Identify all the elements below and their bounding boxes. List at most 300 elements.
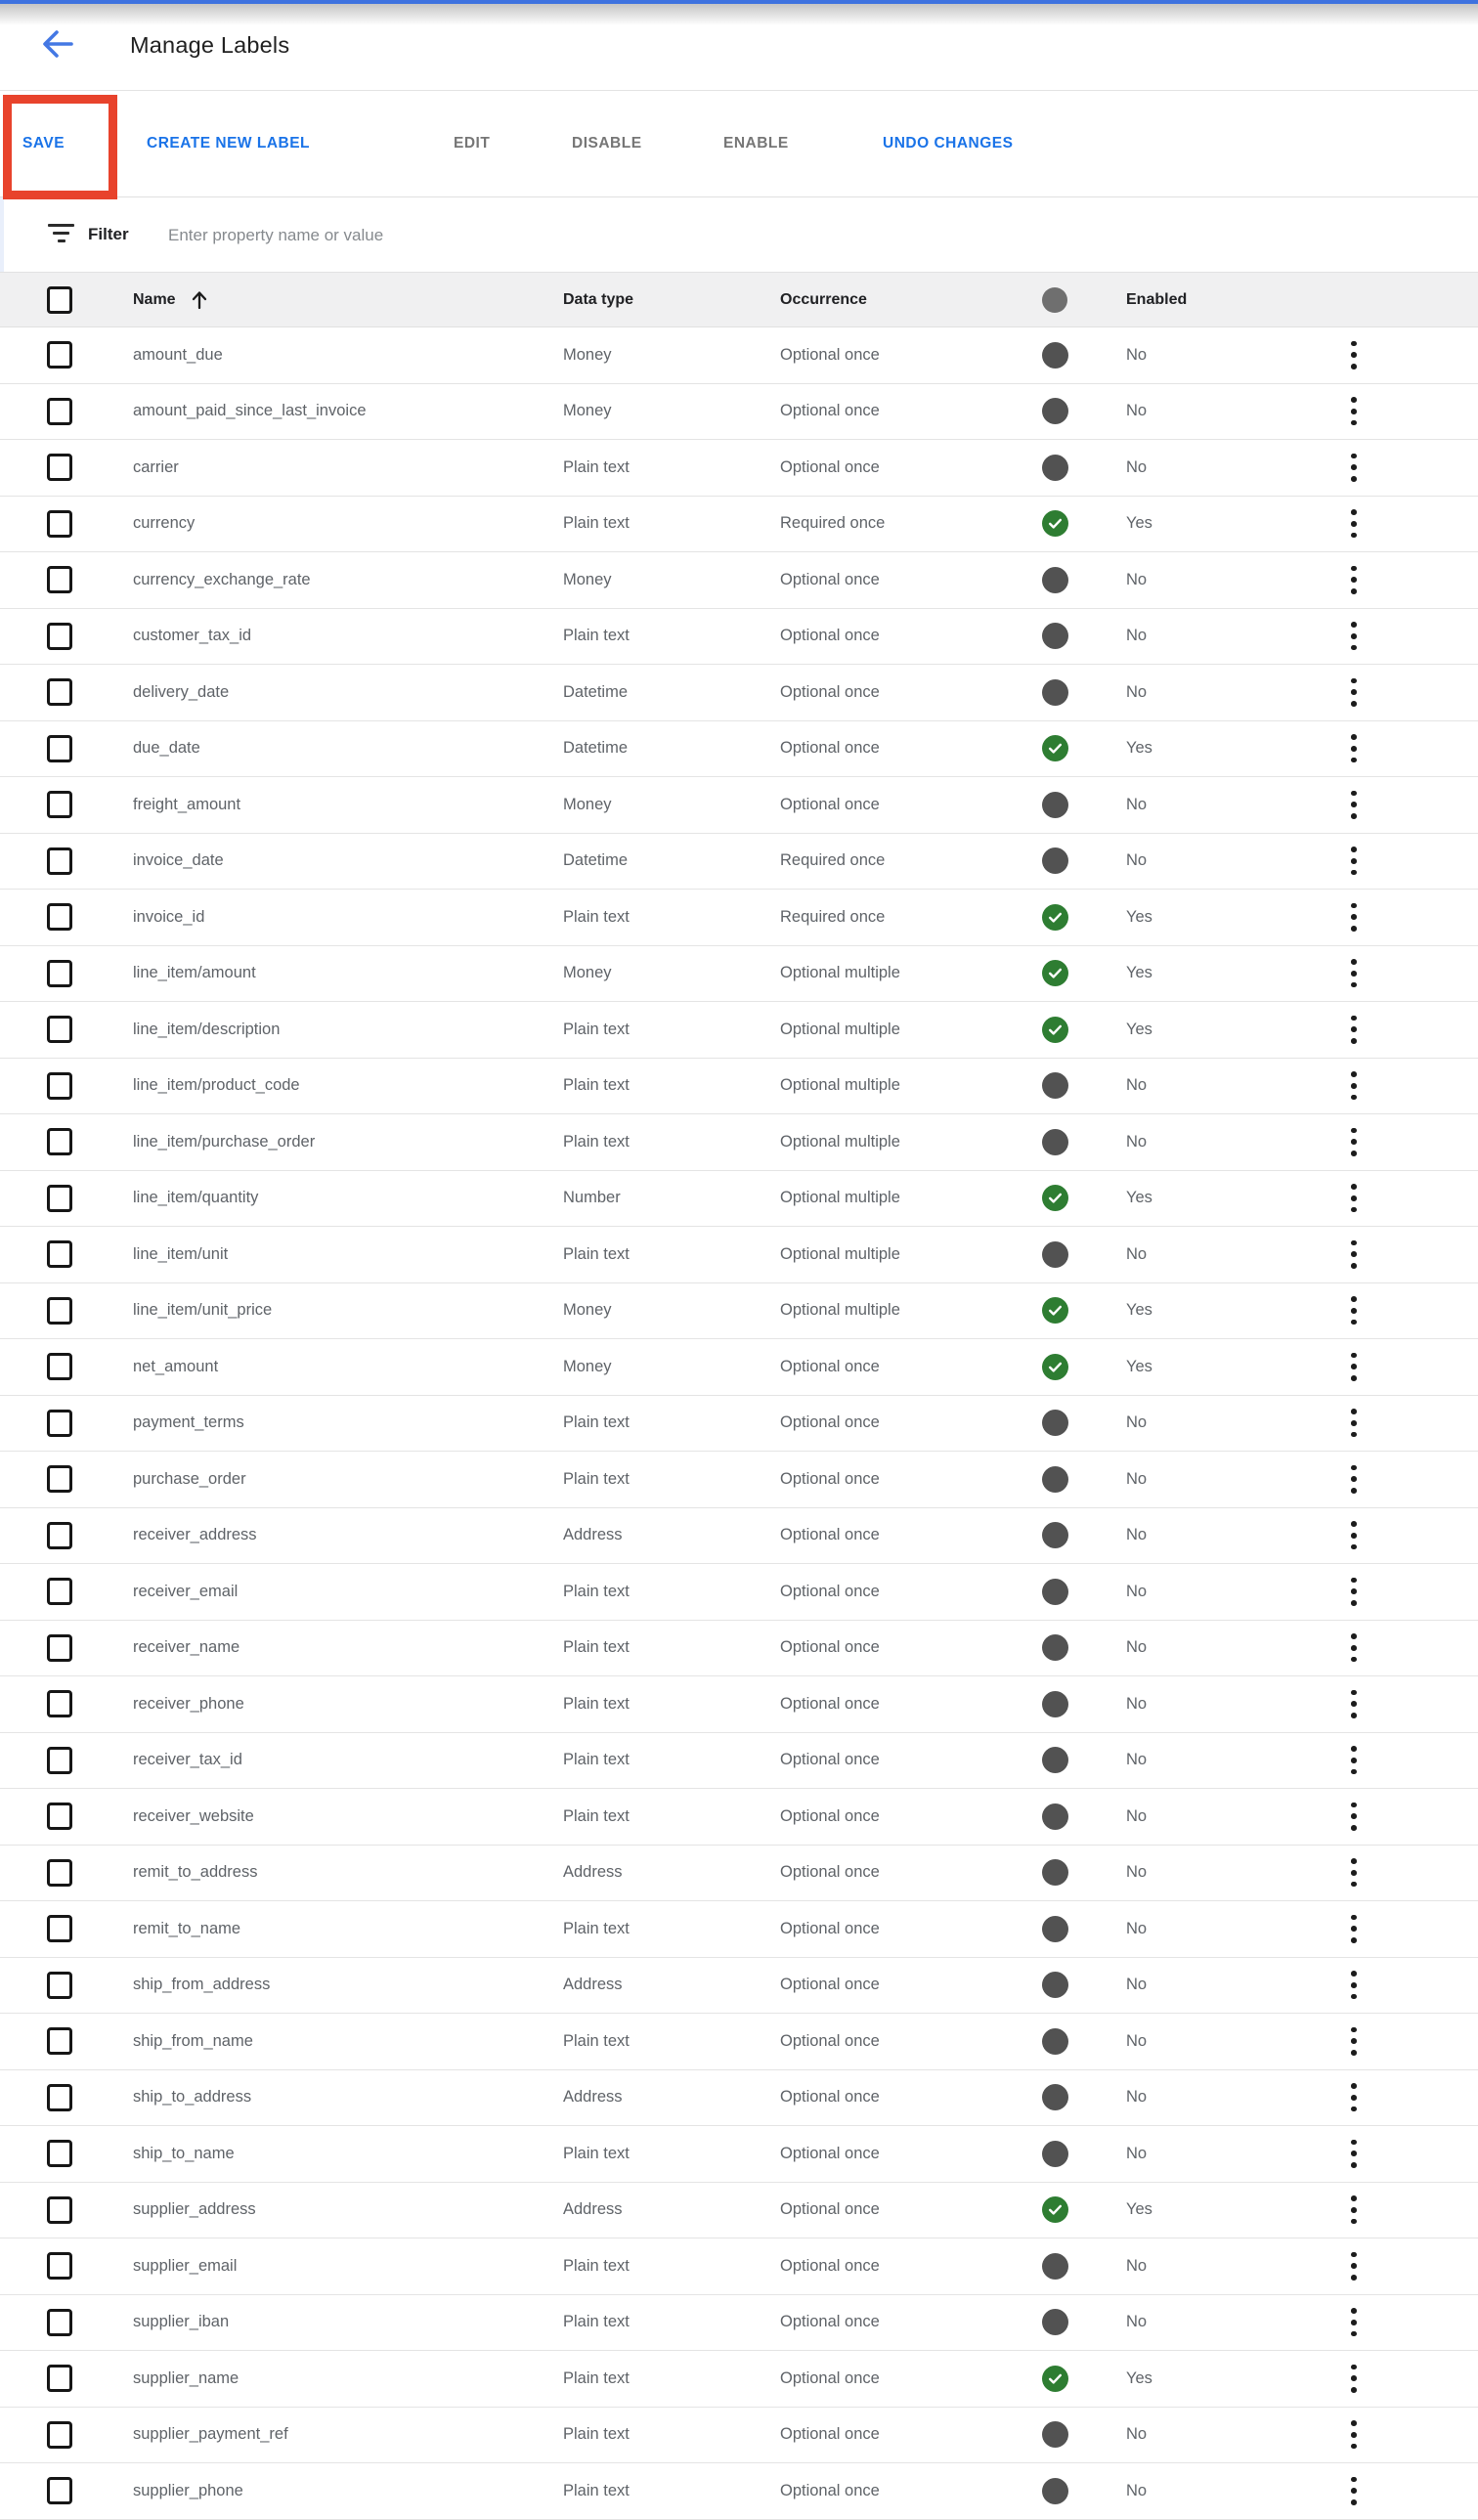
- row-checkbox-cell: [47, 834, 72, 890]
- label-status-cell: [1042, 1283, 1068, 1339]
- row-checkbox-cell: [47, 440, 72, 496]
- row-menu-cell: [1341, 1396, 1367, 1452]
- label-data-type: Plain text: [563, 1638, 630, 1657]
- row-checkbox[interactable]: [47, 510, 72, 538]
- row-checkbox[interactable]: [47, 1185, 72, 1212]
- row-checkbox[interactable]: [47, 735, 72, 762]
- select-all-checkbox[interactable]: [47, 286, 72, 314]
- row-overflow-menu-button[interactable]: [1341, 2246, 1367, 2285]
- label-occurrence: Optional multiple: [780, 1020, 900, 1038]
- label-status-cell: [1042, 384, 1068, 440]
- label-data-type: Plain text: [563, 457, 630, 476]
- row-checkbox[interactable]: [47, 960, 72, 987]
- table-row: [0, 834, 1478, 891]
- label-occurrence: Optional once: [780, 2368, 880, 2387]
- label-data-type: Plain text: [563, 1694, 630, 1713]
- row-checkbox[interactable]: [47, 566, 72, 593]
- label-status-cell: [1042, 1846, 1068, 1901]
- row-checkbox[interactable]: [47, 1410, 72, 1437]
- row-checkbox[interactable]: [47, 2027, 72, 2055]
- row-overflow-menu-button[interactable]: [1341, 1235, 1367, 1274]
- label-occurrence: Optional once: [780, 1694, 880, 1713]
- disabled-circle-icon: [1042, 1691, 1068, 1717]
- row-checkbox[interactable]: [47, 1353, 72, 1380]
- row-menu-cell: [1341, 440, 1367, 496]
- row-overflow-menu-button[interactable]: [1341, 448, 1367, 487]
- label-occurrence: Optional multiple: [780, 1132, 900, 1151]
- row-checkbox[interactable]: [47, 1915, 72, 1942]
- label-status-cell: [1042, 1676, 1068, 1732]
- label-enabled-value: Yes: [1126, 1189, 1152, 1207]
- label-occurrence: Optional once: [780, 1806, 880, 1825]
- row-menu-cell: [1341, 2295, 1367, 2351]
- label-enabled-value: Yes: [1126, 907, 1152, 926]
- table-row: [0, 1564, 1478, 1621]
- label-enabled-value: No: [1126, 2144, 1148, 2162]
- row-checkbox[interactable]: [47, 678, 72, 706]
- label-status-cell: [1042, 2408, 1068, 2463]
- row-overflow-menu-button[interactable]: [1341, 785, 1367, 824]
- table-row: [0, 2238, 1478, 2295]
- label-occurrence: Required once: [780, 907, 886, 926]
- label-enabled-value: No: [1126, 1638, 1148, 1657]
- row-checkbox-cell: [47, 609, 72, 665]
- label-data-type: Money: [563, 345, 612, 364]
- row-checkbox[interactable]: [47, 1747, 72, 1774]
- row-overflow-menu-button[interactable]: [1341, 1347, 1367, 1386]
- column-header-data-type[interactable]: Data type: [563, 290, 634, 308]
- label-status-cell: [1042, 834, 1068, 890]
- row-checkbox[interactable]: [47, 2084, 72, 2111]
- disabled-circle-icon: [1042, 1972, 1068, 1998]
- row-checkbox[interactable]: [47, 454, 72, 481]
- table-row: [0, 1059, 1478, 1115]
- row-checkbox[interactable]: [47, 2365, 72, 2392]
- label-enabled-value: Yes: [1126, 739, 1152, 758]
- disabled-circle-icon: [1042, 2421, 1068, 2448]
- label-enabled-value: Yes: [1126, 514, 1152, 533]
- label-enabled-value: Yes: [1126, 1301, 1152, 1320]
- label-name: supplier_name: [133, 2368, 239, 2387]
- table-row: [0, 1114, 1478, 1171]
- disabled-circle-icon: [1042, 2084, 1068, 2110]
- label-rows: [0, 327, 1478, 2520]
- disable-button[interactable]: DISABLE: [572, 135, 642, 152]
- table-row: [0, 890, 1478, 946]
- enable-button[interactable]: ENABLE: [723, 135, 789, 152]
- page-title: Manage Labels: [130, 32, 290, 58]
- disabled-circle-icon: [1042, 1466, 1068, 1493]
- disabled-circle-icon: [1042, 2141, 1068, 2167]
- row-overflow-menu-button[interactable]: [1341, 1853, 1367, 1892]
- row-checkbox-cell: [47, 890, 72, 945]
- row-checkbox-cell: [47, 2238, 72, 2294]
- label-status-cell: [1042, 2463, 1068, 2519]
- filter-input[interactable]: [166, 215, 1050, 256]
- back-button[interactable]: [41, 28, 74, 60]
- row-checkbox-cell: [47, 1452, 72, 1507]
- label-data-type: Plain text: [563, 1469, 630, 1488]
- row-overflow-menu-button[interactable]: [1341, 1684, 1367, 1723]
- row-checkbox-cell: [47, 1339, 72, 1395]
- row-overflow-menu-button[interactable]: [1341, 1291, 1367, 1330]
- row-checkbox[interactable]: [47, 2252, 72, 2280]
- row-checkbox[interactable]: [47, 1578, 72, 1605]
- label-data-type: Money: [563, 1301, 612, 1320]
- undo-changes-button[interactable]: UNDO CHANGES: [883, 135, 1014, 152]
- row-overflow-menu-button[interactable]: [1341, 1122, 1367, 1161]
- row-checkbox[interactable]: [47, 2477, 72, 2504]
- label-data-type: Plain text: [563, 2481, 630, 2499]
- row-overflow-menu-button[interactable]: [1341, 1797, 1367, 1836]
- row-overflow-menu-button[interactable]: [1341, 2415, 1367, 2455]
- label-name: ship_from_name: [133, 2031, 253, 2050]
- row-checkbox[interactable]: [47, 1972, 72, 1999]
- row-overflow-menu-button[interactable]: [1341, 560, 1367, 599]
- row-checkbox-cell: [47, 1059, 72, 1114]
- row-overflow-menu-button[interactable]: [1341, 729, 1367, 768]
- label-data-type: Address: [563, 1976, 623, 1994]
- column-header-enabled[interactable]: Enabled: [1126, 290, 1188, 308]
- label-enabled-value: No: [1126, 457, 1148, 476]
- label-name: ship_to_name: [133, 2144, 235, 2162]
- label-occurrence: Optional once: [780, 2481, 880, 2499]
- label-name: line_item/description: [133, 1020, 281, 1038]
- label-data-type: Money: [563, 570, 612, 588]
- label-data-type: Address: [563, 1863, 623, 1882]
- row-overflow-menu-button[interactable]: [1341, 335, 1367, 374]
- row-menu-cell: [1341, 1171, 1367, 1227]
- disabled-circle-icon: [1042, 1072, 1068, 1099]
- label-occurrence: Optional once: [780, 2425, 880, 2444]
- table-row: [0, 665, 1478, 721]
- disabled-circle-icon: [1042, 1579, 1068, 1605]
- disabled-circle-icon: [1042, 1241, 1068, 1268]
- row-checkbox-cell: [47, 2295, 72, 2351]
- row-menu-cell: [1341, 327, 1367, 383]
- label-enabled-value: No: [1126, 1863, 1148, 1882]
- row-overflow-menu-button[interactable]: [1341, 2134, 1367, 2173]
- label-name: carrier: [133, 457, 179, 476]
- label-enabled-value: No: [1126, 2088, 1148, 2107]
- row-overflow-menu-button[interactable]: [1341, 954, 1367, 993]
- row-overflow-menu-button[interactable]: [1341, 1516, 1367, 1555]
- row-overflow-menu-button[interactable]: [1341, 897, 1367, 936]
- label-occurrence: Optional once: [780, 795, 880, 813]
- table-row: [0, 721, 1478, 778]
- label-data-type: Plain text: [563, 2144, 630, 2162]
- label-name: supplier_address: [133, 2200, 256, 2219]
- row-checkbox-cell: [47, 1171, 72, 1227]
- row-checkbox-cell: [47, 1733, 72, 1789]
- row-menu-cell: [1341, 1059, 1367, 1114]
- row-checkbox[interactable]: [47, 1072, 72, 1100]
- label-data-type: Plain text: [563, 1244, 630, 1263]
- left-edge-strip: [0, 197, 4, 272]
- label-occurrence: Optional once: [780, 2031, 880, 2050]
- row-checkbox[interactable]: [47, 2309, 72, 2336]
- label-status-cell: [1042, 1789, 1068, 1845]
- label-enabled-value: No: [1126, 2031, 1148, 2050]
- table-row: [0, 2070, 1478, 2127]
- column-header-name[interactable]: [133, 273, 209, 326]
- label-status-cell: [1042, 1958, 1068, 2014]
- label-name: remit_to_address: [133, 1863, 258, 1882]
- label-status-cell: [1042, 1339, 1068, 1395]
- disabled-circle-icon: [1042, 1859, 1068, 1886]
- enabled-check-circle-icon: [1042, 510, 1068, 537]
- row-checkbox-cell: [47, 1846, 72, 1901]
- label-occurrence: Optional once: [780, 1919, 880, 1937]
- table-row: [0, 552, 1478, 609]
- disabled-circle-icon: [1042, 1747, 1068, 1773]
- save-button[interactable]: SAVE: [22, 135, 65, 152]
- row-overflow-menu-button[interactable]: [1341, 1010, 1367, 1049]
- disabled-circle-icon: [1042, 679, 1068, 706]
- label-occurrence: Optional once: [780, 2144, 880, 2162]
- label-occurrence: Optional once: [780, 402, 880, 420]
- row-checkbox-cell: [47, 2351, 72, 2407]
- label-name: receiver_website: [133, 1806, 254, 1825]
- label-data-type: Plain text: [563, 2368, 630, 2387]
- label-status-cell: [1042, 2183, 1068, 2238]
- row-overflow-menu-button[interactable]: [1341, 2303, 1367, 2342]
- label-name: line_item/quantity: [133, 1189, 259, 1207]
- label-status-cell: [1042, 1564, 1068, 1620]
- row-menu-cell: [1341, 890, 1367, 945]
- table-row: [0, 2295, 1478, 2352]
- row-overflow-menu-button[interactable]: [1341, 2359, 1367, 2398]
- label-occurrence: Optional once: [780, 2088, 880, 2107]
- label-name: remit_to_name: [133, 1919, 241, 1937]
- row-overflow-menu-button[interactable]: [1341, 617, 1367, 656]
- table-row: [0, 777, 1478, 834]
- create-new-label-button[interactable]: CREATE NEW LABEL: [147, 135, 311, 152]
- row-overflow-menu-button[interactable]: [1341, 2078, 1367, 2117]
- row-checkbox-cell: [47, 2408, 72, 2463]
- table-row: [0, 497, 1478, 553]
- row-checkbox-cell: [47, 1958, 72, 2014]
- table-row: [0, 1676, 1478, 1733]
- row-menu-cell: [1341, 1564, 1367, 1620]
- row-checkbox[interactable]: [47, 1634, 72, 1662]
- table-header: [0, 272, 1478, 327]
- label-name: currency: [133, 514, 196, 533]
- label-occurrence: Optional once: [780, 2200, 880, 2219]
- row-overflow-menu-button[interactable]: [1341, 504, 1367, 543]
- label-name: supplier_iban: [133, 2313, 230, 2331]
- label-occurrence: Optional once: [780, 1976, 880, 1994]
- row-checkbox-cell: [47, 721, 72, 777]
- row-checkbox-cell: [47, 1508, 72, 1564]
- label-name: due_date: [133, 739, 200, 758]
- label-data-type: Plain text: [563, 1751, 630, 1769]
- row-checkbox-cell: [47, 384, 72, 440]
- label-data-type: Plain text: [563, 2256, 630, 2275]
- row-checkbox-cell: [47, 327, 72, 383]
- row-checkbox-cell: [47, 1564, 72, 1620]
- label-data-type: Datetime: [563, 851, 629, 870]
- label-enabled-value: No: [1126, 1919, 1148, 1937]
- label-name: payment_terms: [133, 1413, 244, 1432]
- row-overflow-menu-button[interactable]: [1341, 2191, 1367, 2230]
- label-name: line_item/purchase_order: [133, 1132, 316, 1151]
- table-row: [0, 2014, 1478, 2070]
- disabled-circle-icon: [1042, 623, 1068, 649]
- label-data-type: Plain text: [563, 514, 630, 533]
- label-status-cell: [1042, 497, 1068, 552]
- label-name: receiver_phone: [133, 1694, 244, 1713]
- label-occurrence: Optional multiple: [780, 1301, 900, 1320]
- label-name: ship_to_address: [133, 2088, 252, 2107]
- row-checkbox[interactable]: [47, 1128, 72, 1155]
- label-enabled-value: No: [1126, 1469, 1148, 1488]
- label-status-cell: [1042, 1227, 1068, 1282]
- disabled-circle-icon: [1042, 1129, 1068, 1155]
- row-checkbox[interactable]: [47, 398, 72, 425]
- label-name: customer_tax_id: [133, 627, 252, 645]
- row-checkbox[interactable]: [47, 1803, 72, 1830]
- row-overflow-menu-button[interactable]: [1341, 1459, 1367, 1499]
- table-row: [0, 946, 1478, 1003]
- row-checkbox[interactable]: [47, 623, 72, 650]
- row-overflow-menu-button[interactable]: [1341, 1966, 1367, 2005]
- row-checkbox[interactable]: [47, 2196, 72, 2224]
- label-data-type: Number: [563, 1189, 621, 1207]
- row-overflow-menu-button[interactable]: [1341, 1741, 1367, 1780]
- label-occurrence: Required once: [780, 514, 886, 533]
- row-overflow-menu-button[interactable]: [1341, 1066, 1367, 1106]
- label-status-cell: [1042, 1171, 1068, 1227]
- row-menu-cell: [1341, 2126, 1367, 2182]
- row-overflow-menu-button[interactable]: [1341, 2471, 1367, 2510]
- label-data-type: Plain text: [563, 1582, 630, 1600]
- row-checkbox[interactable]: [47, 1240, 72, 1268]
- row-checkbox[interactable]: [47, 1859, 72, 1887]
- table-row: [0, 1227, 1478, 1283]
- row-overflow-menu-button[interactable]: [1341, 392, 1367, 431]
- label-status-cell: [1042, 1508, 1068, 1564]
- row-checkbox[interactable]: [47, 2140, 72, 2167]
- row-checkbox[interactable]: [47, 1297, 72, 1325]
- row-overflow-menu-button[interactable]: [1341, 1629, 1367, 1668]
- label-occurrence: Optional multiple: [780, 964, 900, 982]
- label-occurrence: Optional once: [780, 1638, 880, 1657]
- label-status-cell: [1042, 2238, 1068, 2294]
- select-all-cell: [47, 273, 72, 326]
- table-row: [0, 2463, 1478, 2520]
- label-status-cell: [1042, 1002, 1068, 1058]
- label-name: receiver_tax_id: [133, 1751, 242, 1769]
- label-enabled-value: No: [1126, 2481, 1148, 2499]
- row-menu-cell: [1341, 721, 1367, 777]
- row-checkbox[interactable]: [47, 1522, 72, 1549]
- row-checkbox-cell: [47, 2070, 72, 2126]
- row-checkbox-cell: [47, 1789, 72, 1845]
- label-status-cell: [1042, 1733, 1068, 1789]
- row-overflow-menu-button[interactable]: [1341, 1909, 1367, 1948]
- label-name: invoice_id: [133, 907, 205, 926]
- label-data-type: Money: [563, 964, 612, 982]
- row-overflow-menu-button[interactable]: [1341, 1404, 1367, 1443]
- row-checkbox[interactable]: [47, 847, 72, 875]
- top-shadow: [0, 4, 1478, 25]
- row-overflow-menu-button[interactable]: [1341, 1179, 1367, 1218]
- disabled-circle-icon: [1042, 1803, 1068, 1830]
- row-checkbox[interactable]: [47, 1465, 72, 1493]
- row-menu-cell: [1341, 2070, 1367, 2126]
- label-name: amount_paid_since_last_invoice: [133, 402, 367, 420]
- label-data-type: Address: [563, 2088, 623, 2107]
- disabled-circle-icon: [1042, 455, 1068, 481]
- table-row: [0, 2408, 1478, 2464]
- row-checkbox[interactable]: [47, 791, 72, 818]
- row-checkbox-cell: [47, 1621, 72, 1676]
- row-overflow-menu-button[interactable]: [1341, 673, 1367, 712]
- label-status-cell: [1042, 1114, 1068, 1170]
- label-status-cell: [1042, 721, 1068, 777]
- label-enabled-value: No: [1126, 1526, 1148, 1544]
- row-menu-cell: [1341, 1846, 1367, 1901]
- label-name: supplier_payment_ref: [133, 2425, 288, 2444]
- label-enabled-value: Yes: [1126, 2368, 1152, 2387]
- table-row: [0, 609, 1478, 666]
- label-occurrence: Optional once: [780, 345, 880, 364]
- table-row: [0, 2351, 1478, 2408]
- label-occurrence: Optional once: [780, 1357, 880, 1375]
- label-name: supplier_phone: [133, 2481, 243, 2499]
- disabled-circle-icon: [1042, 567, 1068, 593]
- label-status-cell: [1042, 2014, 1068, 2069]
- label-enabled-value: No: [1126, 2256, 1148, 2275]
- row-checkbox[interactable]: [47, 2421, 72, 2449]
- label-enabled-value: No: [1126, 1244, 1148, 1263]
- row-checkbox[interactable]: [47, 1016, 72, 1043]
- row-checkbox-cell: [47, 2126, 72, 2182]
- row-checkbox[interactable]: [47, 903, 72, 931]
- label-occurrence: Optional once: [780, 739, 880, 758]
- table-row: [0, 1396, 1478, 1453]
- label-occurrence: Optional once: [780, 570, 880, 588]
- disabled-circle-icon: [1042, 2478, 1068, 2504]
- filter-list-icon[interactable]: [48, 224, 74, 245]
- label-enabled-value: No: [1126, 627, 1148, 645]
- disabled-circle-icon: [1042, 792, 1068, 818]
- row-checkbox[interactable]: [47, 341, 72, 369]
- label-name: supplier_email: [133, 2256, 238, 2275]
- arrow-back-icon: [41, 28, 74, 60]
- label-enabled-value: No: [1126, 1976, 1148, 1994]
- row-checkbox[interactable]: [47, 1690, 72, 1717]
- label-occurrence: Optional once: [780, 2313, 880, 2331]
- row-overflow-menu-button[interactable]: [1341, 1572, 1367, 1611]
- label-data-type: Plain text: [563, 907, 630, 926]
- label-name: purchase_order: [133, 1469, 246, 1488]
- label-status-cell: [1042, 1396, 1068, 1452]
- row-overflow-menu-button[interactable]: [1341, 2021, 1367, 2061]
- row-checkbox-cell: [47, 2183, 72, 2238]
- label-data-type: Datetime: [563, 739, 629, 758]
- label-status-cell: [1042, 1059, 1068, 1114]
- column-header-occurrence[interactable]: Occurrence: [780, 290, 867, 308]
- label-enabled-value: Yes: [1126, 1357, 1152, 1375]
- label-enabled-value: Yes: [1126, 2200, 1152, 2219]
- label-enabled-value: No: [1126, 345, 1148, 364]
- edit-button[interactable]: EDIT: [454, 135, 491, 152]
- row-overflow-menu-button[interactable]: [1341, 842, 1367, 881]
- label-enabled-value: No: [1126, 795, 1148, 813]
- label-enabled-value: No: [1126, 851, 1148, 870]
